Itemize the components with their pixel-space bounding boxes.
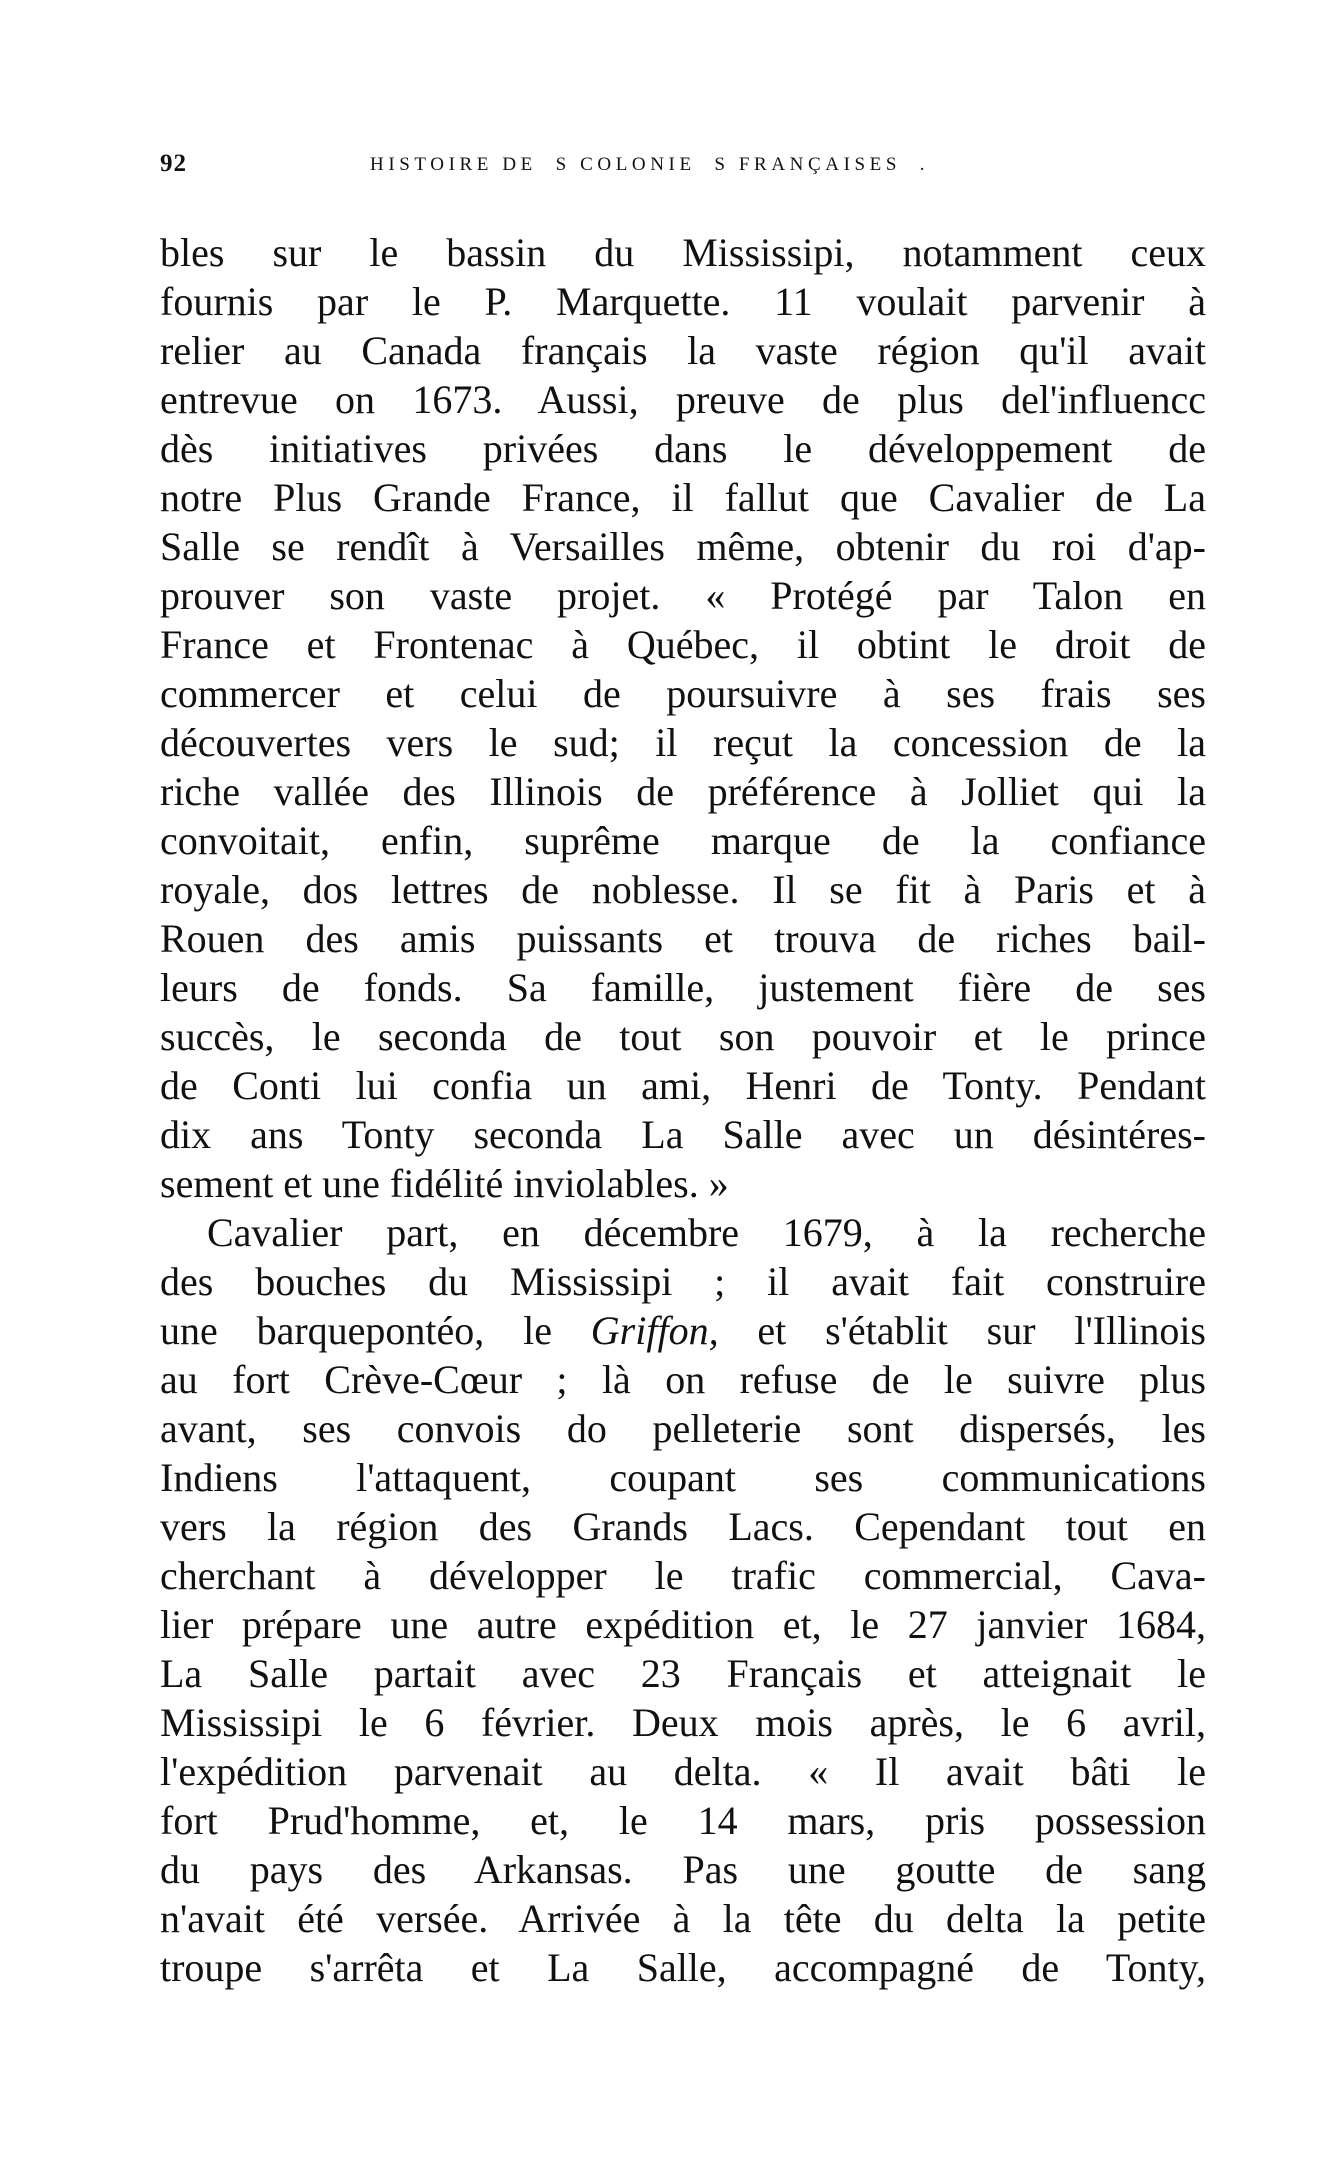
text-line: Cavalier part, en décembre 1679, à la recherche [207, 1210, 1206, 1255]
paragraph [160, 1208, 1206, 1992]
text-line: prouver son vaste projet. « Protégé par Talon en [160, 573, 1206, 618]
page-number: 92 [160, 150, 187, 177]
paragraph [160, 228, 1206, 1208]
text-line: royale, dos lettres de noblesse. Il se fit à Paris et à [160, 867, 1206, 912]
text-line: commercer et celui de poursuivre à ses frais ses [160, 671, 1206, 716]
text-line: leurs de fonds. Sa famille, justement fière de ses [160, 965, 1206, 1010]
text-line: du pays des Arkansas. Pas une goutte de sang [160, 1847, 1206, 1892]
text-line: au fort Crève-Cœur ; là on refuse de le suivre plus [160, 1357, 1206, 1402]
text-line: bles sur le bassin du Mississipi, notamment ceux [160, 230, 1206, 275]
text-line: entrevue on 1673. Aussi, preuve de plus del'influencc [160, 377, 1206, 422]
text-line: vers la région des Grands Lacs. Cependant tout en [160, 1504, 1206, 1549]
text-line: Salle se rendît à Versailles même, obtenir du roi d'ap- [160, 524, 1206, 569]
text-line: relier au Canada français la vaste région qu'il avait [160, 328, 1206, 373]
text-line: fournis par le P. Marquette. 11 voulait parvenir à [160, 279, 1206, 324]
text-line: n'avait été versée. Arrivée à la tête du delta la petite [160, 1896, 1206, 1941]
text-line: Mississipi le 6 février. Deux mois après, le 6 avril, [160, 1700, 1206, 1745]
text-line: troupe s'arrêta et La Salle, accompagné de Tonty, [160, 1945, 1206, 1990]
body-text [160, 228, 1206, 1992]
text-line: dix ans Tonty seconda La Salle avec un désintéres- [160, 1112, 1206, 1157]
text-line: avant, ses convois do pelleterie sont dispersés, les [160, 1406, 1206, 1451]
text-line: l'expédition parvenait au delta. « Il avait bâti le [160, 1749, 1206, 1794]
text-line: Rouen des amis puissants et trouva de riches bail- [160, 916, 1206, 961]
ship-name: Griffon, [590, 1308, 719, 1353]
text-line: de Conti lui confia un ami, Henri de Tonty. Pendant [160, 1063, 1206, 1108]
text-line: des bouches du Mississipi ; il avait fait construire [160, 1259, 1206, 1304]
text-line: découvertes vers le sud; il reçut la concession de la [160, 720, 1206, 765]
text-line: convoitait, enfin, suprême marque de la confiance [160, 818, 1206, 863]
text-line: succès, le seconda de tout son pouvoir et le prince [160, 1014, 1206, 1059]
page-header [160, 150, 1220, 190]
text-line: une barquepontéo, le Griffon, et s'établit sur l'Illinois [160, 1308, 1206, 1353]
text-line: riche vallée des Illinois de préférence à Jolliet qui la [160, 769, 1206, 814]
text-line: dès initiatives privées dans le développement de [160, 426, 1206, 471]
text-line: fort Prud'homme, et, le 14 mars, pris possession [160, 1798, 1206, 1843]
text-line: Indiens l'attaquent, coupant ses communications [160, 1455, 1206, 1500]
text-line: France et Frontenac à Québec, il obtint le droit de [160, 622, 1206, 667]
running-title: HISTOIRE DE S COLONIE S FRANÇAISES . [370, 154, 930, 175]
text-line: lier prépare une autre expédition et, le 27 janvier 1684, [160, 1602, 1206, 1647]
text-line: La Salle partait avec 23 Français et atteignait le [160, 1651, 1206, 1696]
text-line: notre Plus Grande France, il fallut que Cavalier de La [160, 475, 1206, 520]
text-line: sement et une fidélité inviolables. » [160, 1161, 729, 1206]
text-line: cherchant à développer le trafic commercial, Cava- [160, 1553, 1206, 1598]
